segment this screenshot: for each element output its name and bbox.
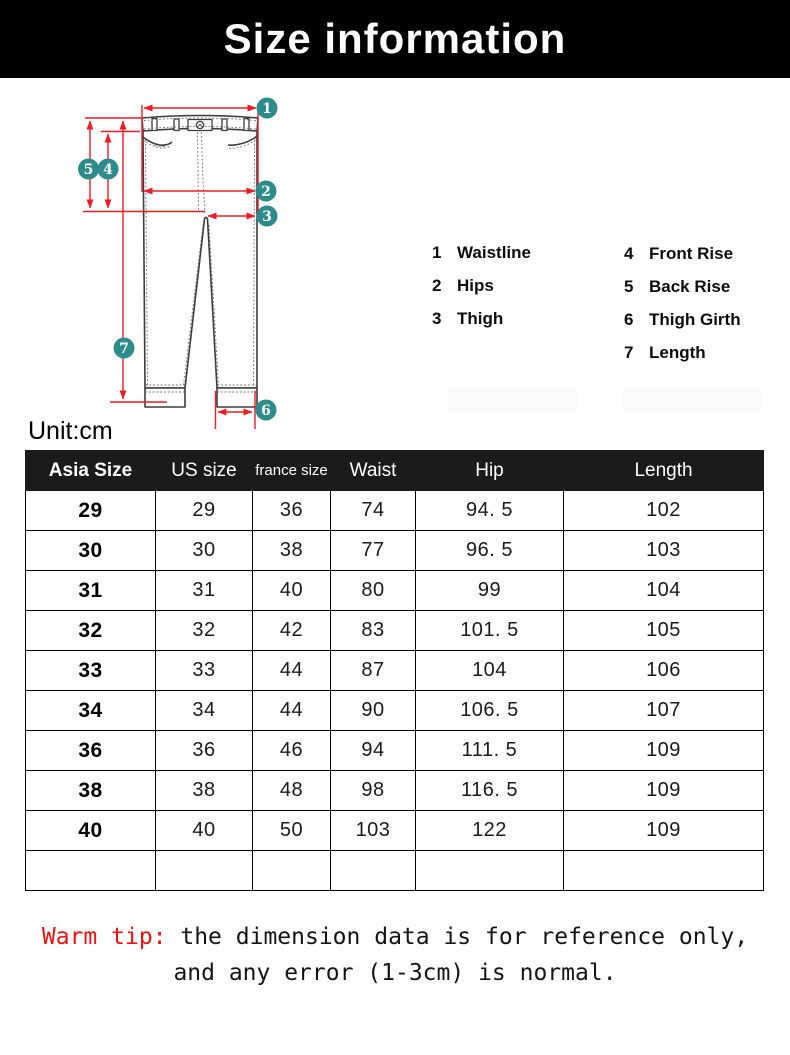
header-france-size: france size	[253, 451, 331, 491]
table-cell: 99	[416, 571, 564, 611]
table-cell: 80	[331, 571, 416, 611]
svg-text:7: 7	[119, 341, 129, 357]
table-cell: 38	[253, 531, 331, 571]
legend-label: Back Rise	[649, 277, 731, 296]
table-cell: 33	[26, 651, 156, 691]
legend-num: 6	[624, 310, 634, 329]
table-cell	[156, 851, 253, 891]
table-cell: 36	[156, 731, 253, 771]
table-row	[26, 491, 764, 531]
legend-label: Hips	[457, 276, 494, 295]
table-cell: 116. 5	[416, 771, 564, 811]
size-table	[25, 450, 764, 891]
table-cell: 102	[564, 491, 764, 531]
table-cell	[564, 851, 764, 891]
table-cell: 30	[156, 531, 253, 571]
table-cell: 109	[564, 731, 764, 771]
legend-item-waistline	[432, 243, 531, 276]
table-row	[26, 731, 764, 771]
table-cell: 94. 5	[416, 491, 564, 531]
svg-text:1: 1	[262, 101, 272, 117]
table-cell: 94	[331, 731, 416, 771]
legend-item-front-rise	[624, 244, 741, 277]
table-cell: 96. 5	[416, 531, 564, 571]
table-cell: 87	[331, 651, 416, 691]
legend-item-back-rise	[624, 277, 741, 310]
table-cell: 31	[26, 571, 156, 611]
warm-tip-label: Warm tip:	[41, 924, 167, 950]
table-cell: 109	[564, 771, 764, 811]
legend-num: 5	[624, 277, 634, 296]
legend-num: 4	[624, 244, 634, 263]
table-row	[26, 651, 764, 691]
legend-item-thigh-girth	[624, 310, 741, 343]
table-cell: 36	[253, 491, 331, 531]
table-cell	[26, 851, 156, 891]
table-cell: 106. 5	[416, 691, 564, 731]
unit-label: Unit:cm	[28, 417, 113, 445]
legend-item-hips	[432, 276, 531, 309]
table-cell: 32	[26, 611, 156, 651]
table-cell: 106	[564, 651, 764, 691]
table-cell: 109	[564, 811, 764, 851]
faint-highlight-box	[622, 388, 762, 412]
marker-6	[256, 400, 277, 421]
table-cell: 40	[253, 571, 331, 611]
header-length: Length	[564, 451, 764, 491]
table-cell: 103	[564, 531, 764, 571]
table-cell: 42	[253, 611, 331, 651]
table-cell: 38	[26, 771, 156, 811]
table-cell: 111. 5	[416, 731, 564, 771]
table-cell: 36	[26, 731, 156, 771]
warm-tip-line-1	[0, 919, 790, 955]
table-cell: 50	[253, 811, 331, 851]
legend-num: 1	[432, 243, 442, 262]
svg-text:6: 6	[261, 403, 271, 419]
table-header-row	[26, 451, 764, 491]
table-cell: 34	[156, 691, 253, 731]
svg-text:4: 4	[103, 162, 113, 178]
page-title: Size information	[223, 15, 567, 62]
table-cell: 83	[331, 611, 416, 651]
table-row	[26, 771, 764, 811]
table-cell: 77	[331, 531, 416, 571]
table-cell: 29	[26, 491, 156, 531]
pants-measurement-diagram	[55, 85, 305, 430]
legend-num: 2	[432, 276, 442, 295]
legend-column-2	[624, 244, 741, 376]
table-cell: 31	[156, 571, 253, 611]
warm-tip-text-1: the dimension data is for reference only,	[166, 924, 749, 950]
table-cell: 40	[26, 811, 156, 851]
legend-num: 3	[432, 309, 442, 328]
header-waist: Waist	[331, 451, 416, 491]
table-cell: 44	[253, 651, 331, 691]
table-cell: 40	[156, 811, 253, 851]
marker-2	[256, 181, 277, 202]
table-cell: 104	[416, 651, 564, 691]
table-cell: 74	[331, 491, 416, 531]
marker-7	[114, 338, 135, 359]
svg-text:3: 3	[262, 209, 272, 225]
table-row	[26, 571, 764, 611]
table-cell	[331, 851, 416, 891]
table-row	[26, 851, 764, 891]
table-cell: 46	[253, 731, 331, 771]
table-cell: 32	[156, 611, 253, 651]
table-cell	[253, 851, 331, 891]
warm-tip	[0, 919, 790, 991]
table-cell: 98	[331, 771, 416, 811]
table-cell: 104	[564, 571, 764, 611]
marker-4	[98, 159, 119, 180]
legend-label: Length	[649, 343, 706, 362]
warm-tip-line-2: and any error (1-3cm) is normal.	[173, 960, 617, 986]
svg-text:5: 5	[83, 162, 94, 178]
table-cell: 48	[253, 771, 331, 811]
table-row	[26, 531, 764, 571]
table-cell: 107	[564, 691, 764, 731]
legend-column-1	[432, 243, 531, 342]
pants-outline	[142, 116, 258, 408]
table-cell: 101. 5	[416, 611, 564, 651]
legend-item-thigh	[432, 309, 531, 342]
table-cell: 38	[156, 771, 253, 811]
marker-3	[257, 206, 278, 227]
svg-text:2: 2	[261, 184, 271, 200]
legend-label: Front Rise	[649, 244, 734, 263]
table-row	[26, 811, 764, 851]
table-cell: 30	[26, 531, 156, 571]
header-us-size: US size	[156, 451, 253, 491]
faint-highlight-box	[448, 388, 578, 412]
marker-5	[78, 159, 99, 180]
legend-label: Thigh	[457, 309, 504, 328]
table-cell: 90	[331, 691, 416, 731]
legend-label: Thigh Girth	[649, 310, 741, 329]
header-hip: Hip	[416, 451, 564, 491]
table-cell: 33	[156, 651, 253, 691]
title-bar	[0, 0, 790, 78]
marker-1	[257, 98, 278, 119]
table-cell: 34	[26, 691, 156, 731]
table-row	[26, 611, 764, 651]
table-cell: 29	[156, 491, 253, 531]
legend-item-length	[624, 343, 741, 376]
table-cell: 44	[253, 691, 331, 731]
table-cell: 105	[564, 611, 764, 651]
table-cell	[416, 851, 564, 891]
table-row	[26, 691, 764, 731]
header-asia-size: Asia Size	[26, 451, 156, 491]
legend-num: 7	[624, 343, 634, 362]
legend-label: Waistline	[457, 243, 531, 262]
table-cell: 103	[331, 811, 416, 851]
table-cell: 122	[416, 811, 564, 851]
